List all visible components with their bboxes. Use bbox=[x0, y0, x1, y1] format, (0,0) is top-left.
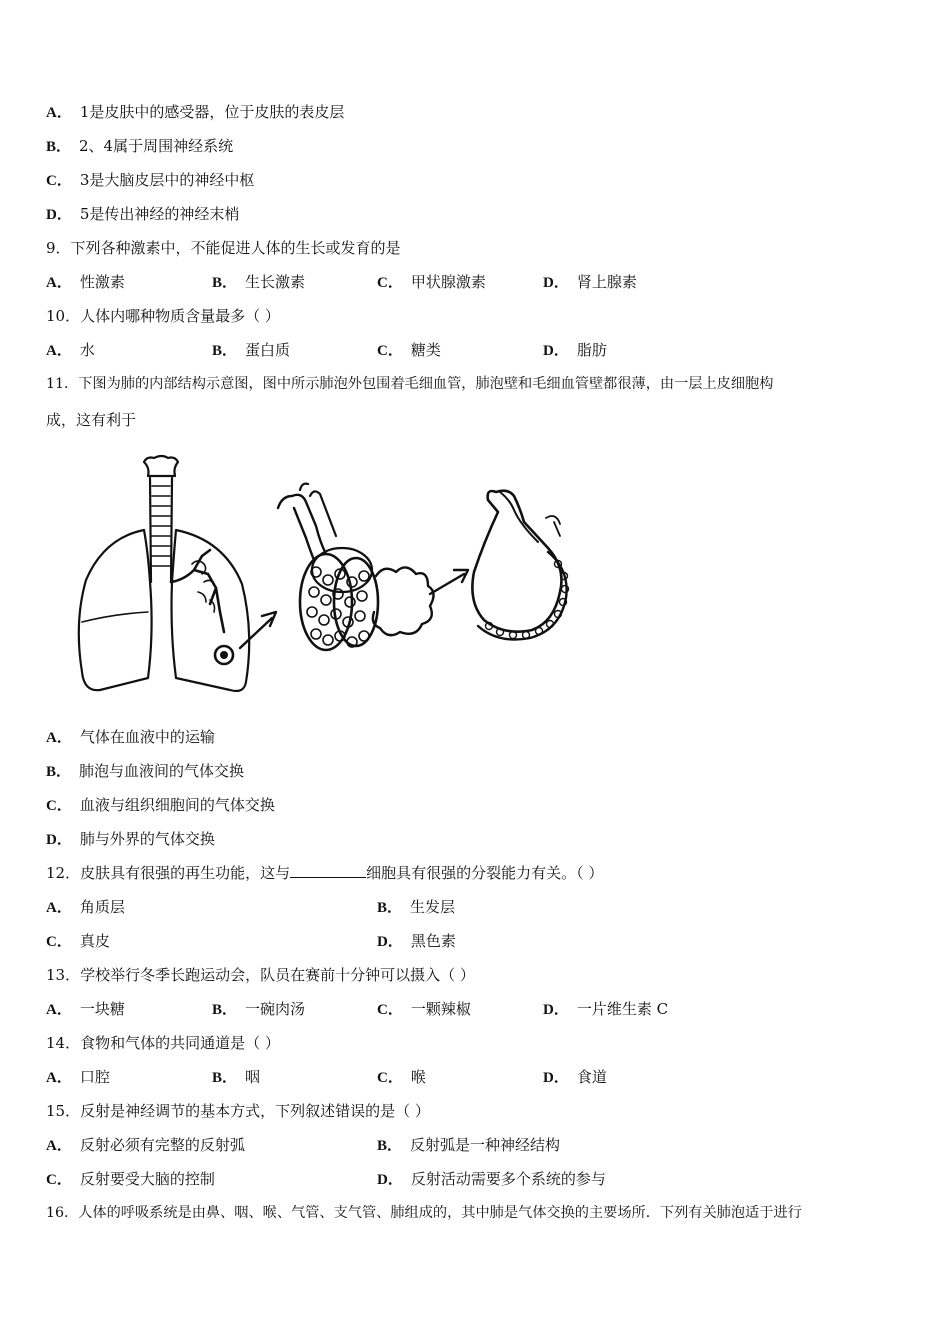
q14-option-d: D． 食道 bbox=[543, 1068, 607, 1086]
right-lung bbox=[172, 530, 250, 691]
alveolar-sac bbox=[373, 567, 434, 635]
q9-option-d: D． 肾上腺素 bbox=[543, 273, 637, 291]
q11-option-c: C． 血液与组织细胞间的气体交换 bbox=[46, 796, 275, 814]
q8-option-d: D． 5是传出神经的神经末梢 bbox=[46, 205, 240, 223]
q10-stem: 10．人体内哪种物质含量最多（ ） bbox=[46, 307, 280, 325]
q8-option-c: C． 3是大脑皮层中的神经中枢 bbox=[46, 171, 255, 189]
q14-option-c: C． 喉 bbox=[377, 1068, 426, 1086]
q9-option-a: A． 性激素 bbox=[46, 273, 125, 291]
q15-option-d: D． 反射活动需要多个系统的参与 bbox=[377, 1170, 606, 1188]
q10-option-a: A． 水 bbox=[46, 341, 95, 359]
q11-option-d: D． 肺与外界的气体交换 bbox=[46, 830, 215, 848]
q11-stem-line2: 成，这有利于 bbox=[46, 411, 137, 429]
bronchiole bbox=[278, 495, 326, 560]
single-alveolus bbox=[472, 491, 561, 632]
q11-option-b: B． 肺泡与血液间的气体交换 bbox=[46, 762, 245, 780]
q15-stem: 15．反射是神经调节的基本方式，下列叙述错误的是（ ） bbox=[46, 1102, 430, 1120]
larynx bbox=[144, 456, 178, 476]
q9-option-b: B． 生长激素 bbox=[212, 273, 306, 291]
q15-option-a: A． 反射必须有完整的反射弧 bbox=[46, 1136, 245, 1154]
q13-stem: 13．学校举行冬季长跑运动会，队员在赛前十分钟可以摄入（ ） bbox=[46, 966, 475, 984]
q14-option-b: B． 咽 bbox=[212, 1068, 261, 1086]
q13-option-a: A． 一块糖 bbox=[46, 1000, 125, 1018]
q14-stem: 14．食物和气体的共同通道是（ ） bbox=[46, 1034, 280, 1052]
left-lung bbox=[79, 530, 152, 690]
q10-option-b: B． 蛋白质 bbox=[212, 341, 291, 359]
q13-option-d: D． 一片维生素 C bbox=[543, 1000, 669, 1018]
q13-option-b: B． 一碗肉汤 bbox=[212, 1000, 306, 1018]
arrow-1 bbox=[240, 612, 276, 648]
q11-option-a: A． 气体在血液中的运输 bbox=[46, 728, 215, 746]
q12-option-c: C． 真皮 bbox=[46, 932, 110, 950]
answer-blank bbox=[290, 863, 366, 878]
q12-option-b: B． 生发层 bbox=[377, 898, 456, 916]
q12-option-a: A． 角质层 bbox=[46, 898, 125, 916]
q9-stem: 9．下列各种激素中，不能促进人体的生长或发育的是 bbox=[46, 239, 401, 257]
q13-option-c: C． 一颗辣椒 bbox=[377, 1000, 471, 1018]
q16-stem: 16．人体的呼吸系统是由鼻、咽、喉、气管、支气管、肺组成的，其中肺是气体交换的主要场所．下列有关肺泡适于进行 bbox=[46, 1205, 802, 1221]
q10-option-d: D． 脂肪 bbox=[543, 341, 607, 359]
lung-structure-figure bbox=[44, 452, 584, 697]
q14-option-a: A． 口腔 bbox=[46, 1068, 110, 1086]
q12-option-d: D． 黑色素 bbox=[377, 932, 456, 950]
q10-option-c: C． 糖类 bbox=[377, 341, 441, 359]
q9-option-c: C． 甲状腺激素 bbox=[377, 273, 486, 291]
q8-option-a: A． 1是皮肤中的感受器，位于皮肤的表皮层 bbox=[46, 103, 345, 121]
q12-stem: 12．皮肤具有很强的再生功能，这与 细胞具有很强的分裂能力有关。（ ） bbox=[46, 864, 604, 882]
q11-stem-line1: 11．下图为肺的内部结构示意图，图中所示肺泡外包围着毛细血管，肺泡壁和毛细血管壁都很薄，由一层上皮细胞构 bbox=[46, 376, 774, 392]
q8-option-b: B． 2、4属于周围神经系统 bbox=[46, 137, 234, 155]
q15-option-b: B． 反射弧是一种神经结构 bbox=[377, 1136, 561, 1154]
q15-option-c: C． 反射要受大脑的控制 bbox=[46, 1170, 215, 1188]
bronchial-tree bbox=[171, 550, 224, 632]
arrow-2 bbox=[430, 570, 468, 594]
